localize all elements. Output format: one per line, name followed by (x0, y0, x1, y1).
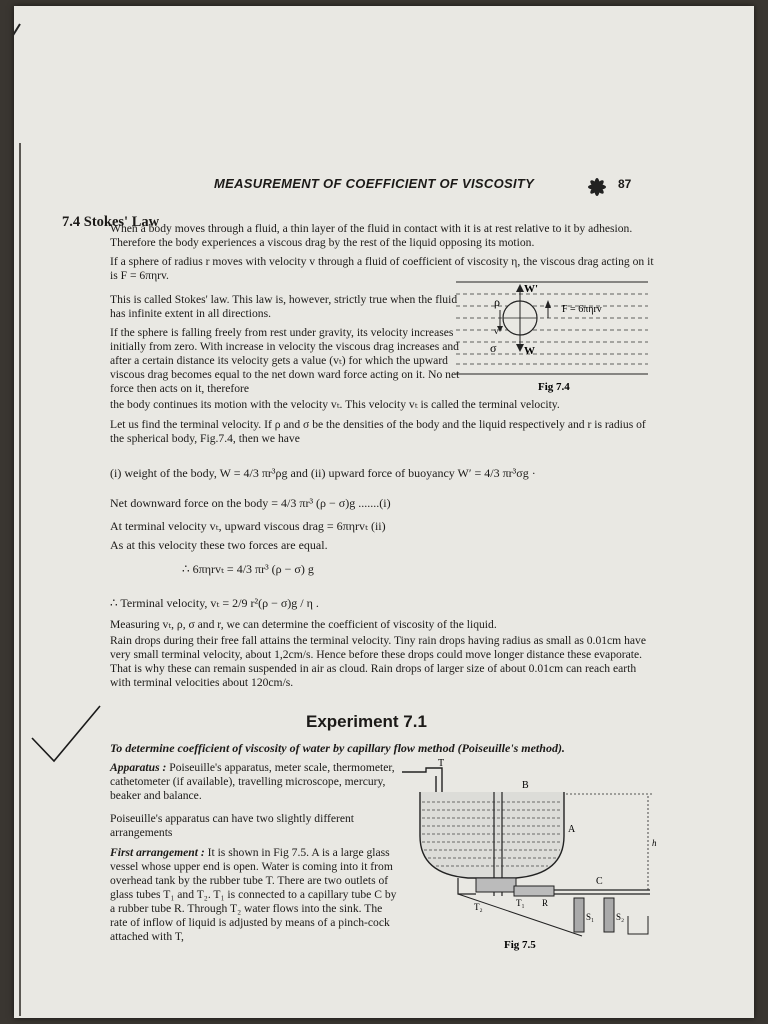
paragraph: When a body moves through a fluid, a thin layer of the fluid in contact with it is at rest relative to it by adhesion. Therefore the body experiences a viscous drag by the rest of the liquid opposing its motion. (110, 222, 633, 249)
first-arrangement-label: First arrangement : (110, 846, 205, 859)
figure-7-5 (398, 756, 658, 966)
page-number: 87 (618, 177, 632, 191)
label-b: B (522, 780, 529, 791)
label-a: A (568, 824, 576, 835)
paragraph: the body continues its motion with the velocity vₜ. This velocity vₜ is called the terminal velocity. (110, 398, 560, 411)
equation-viscous-drag: At terminal velocity vₜ, upward viscous drag = 6πηrvₜ (ii) (110, 519, 386, 533)
paragraph: Let us find the terminal velocity. If ρ and σ be the densities of the body and the liquid respectively and r is radius of the spherical body, Fig.7.4, then we have (110, 418, 646, 445)
equation-weight: (i) weight of the body, W = 4/3 πr³ρg and (ii) upward force of buoyancy W′ = 4/3 πr³σg · (110, 466, 536, 480)
label-w: W (524, 345, 535, 357)
label-s1: S₁ (586, 912, 595, 922)
label-r: R (542, 898, 549, 908)
first-arrangement-paragraph (110, 846, 402, 944)
label-v: v (494, 326, 499, 336)
apparatus-text: Poiseuille's apparatus, meter scale, thermometer, cathetometer (if available), travelling microscope, mercury, beaker and balance. (110, 761, 395, 802)
first-arrangement-text: It is shown in Fig 7.5. A is a large glass vessel whose upper end is open. Water is coming into it from overhead tank by the rubber tube T. There are two outlets of glass tubes T₁ and T₂. T₁ is connected to a capillary tube C by a rubber tube R. Through T₂ water flows into the sink. The rate of inflow of liquid is adjusted by means of a pinch-cock attached with T, (110, 846, 397, 943)
experiment-title: Experiment 7.1 (306, 712, 427, 731)
label-h: h (652, 838, 657, 848)
label-rho: ρ (494, 295, 500, 309)
running-header: MEASUREMENT OF COEFFICIENT OF VISCOSITY (214, 176, 535, 191)
experiment-aim: To determine coefficient of viscosity of water by capillary flow method (Poiseuille's method). (110, 741, 565, 755)
equation-statement: As at this velocity these two forces are equal. (110, 538, 328, 552)
figure-caption: Fig 7.4 (538, 381, 570, 393)
paragraph: Rain drops during their free fall attains the terminal velocity. Tiny rain drops having radius as small as 0.01cm have very small terminal velocity, about 1,2cm/s. Hence before these drops could move longer distance these evaporate. That is why these can remain suspended in air as cloud. Rain drops of larger size of about 0.01cm can reach earth with terminal velocities about 120cm/s. (110, 634, 646, 689)
figure-caption: Fig 7.5 (504, 939, 536, 951)
section-heading: 7.4 Stokes' Law (62, 214, 160, 230)
book-page (14, 6, 754, 1018)
equation-terminal-velocity: ∴ Terminal velocity, vₜ = 2/9 r²(ρ − σ)g / η . (110, 596, 319, 610)
label-w-prime: W' (524, 283, 539, 295)
label-sigma: σ (490, 341, 497, 355)
apparatus-label: Apparatus : (110, 761, 167, 774)
paragraph: Poiseuille's apparatus can have two slightly different arrangements (110, 812, 354, 839)
equation-net-force: Net downward force on the body = 4/3 πr³ (ρ − σ)g .......(i) (110, 496, 391, 510)
figure-7-4 (452, 274, 652, 396)
flower-ornament-icon (582, 174, 612, 200)
label-t2: T₂ (474, 902, 483, 912)
label-t1: T₁ (516, 898, 525, 908)
paragraph: If the sphere is falling freely from rest under gravity, its velocity increases initially from zero. With increase in velocity the viscous drag increases and after a certain distance its velocity gets a value (vₜ) for which the upward viscous drag becomes equal to the net down ward force acting on it. No net force then acts on it, therefore (110, 326, 460, 395)
label-drag-force: F = 6πηrv (562, 304, 602, 315)
paragraph: This is called Stokes' law. This law is, however, strictly true when the fluid has infinite extent in all directions. (110, 293, 458, 320)
apparatus-paragraph (110, 761, 402, 803)
equation-balance: ∴ 6πηrvₜ = 4/3 πr³ (ρ − σ) g (182, 562, 314, 576)
label-t: T (438, 758, 445, 769)
paragraph: If a sphere of radius r moves with velocity v through a fluid of coefficient of viscosity η, the viscous drag acting on it is F = 6πηrv. (110, 255, 654, 282)
label-s2: S₂ (616, 912, 625, 922)
paragraph: Measuring vₜ, ρ, σ and r, we can determine the coefficient of viscosity of the liquid. (110, 618, 497, 631)
label-c: C (596, 876, 603, 887)
